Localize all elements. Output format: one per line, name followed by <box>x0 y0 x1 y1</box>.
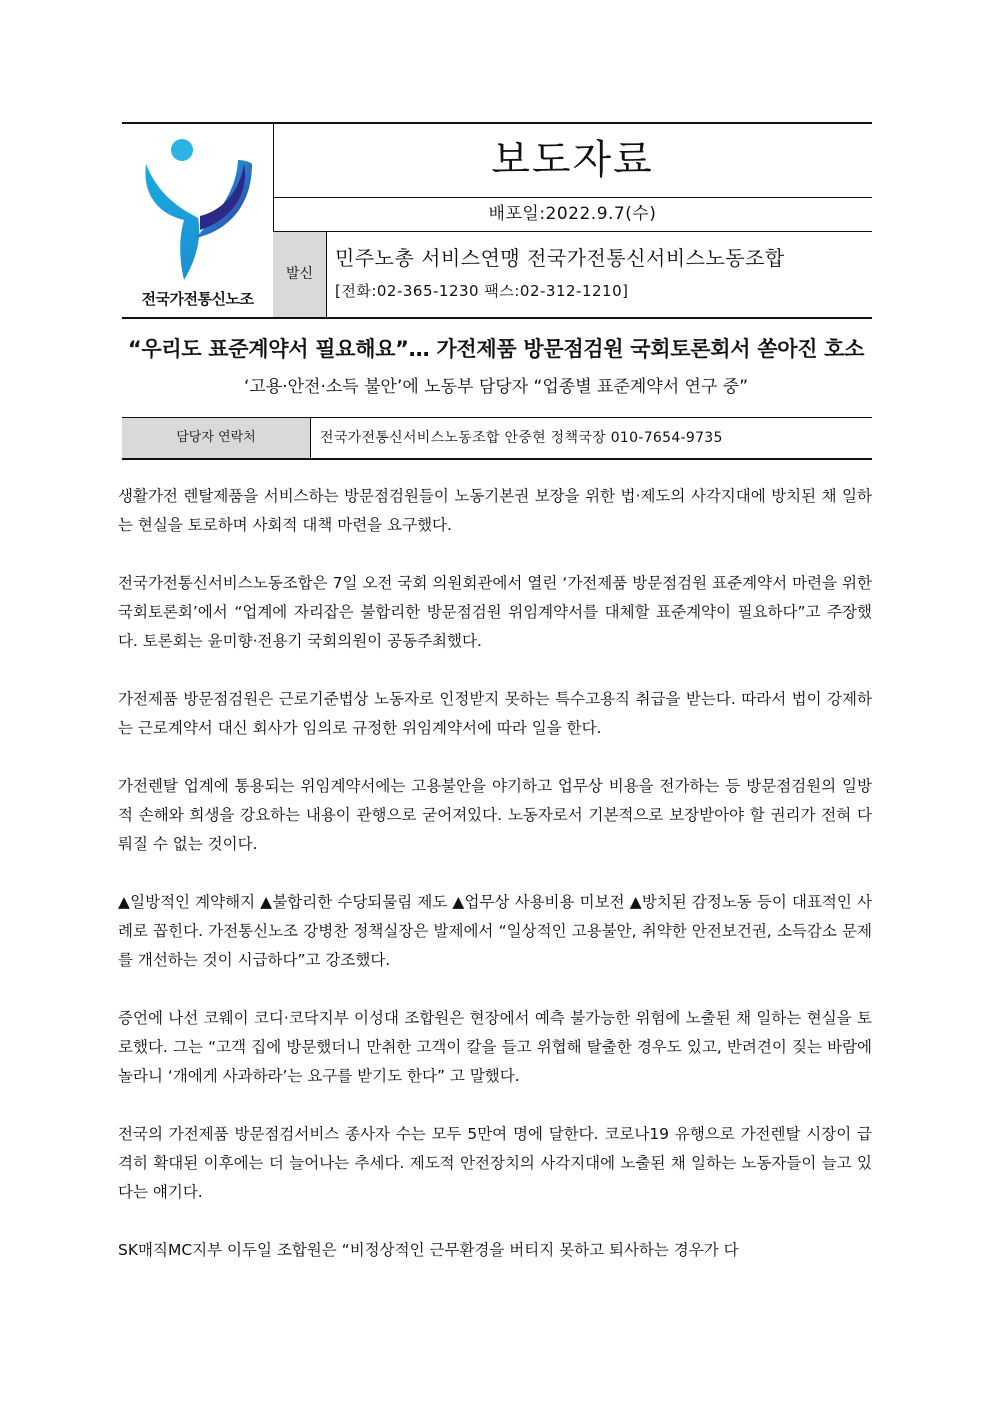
logo-cell <box>122 124 274 317</box>
paragraph: 가전제품 방문점검원은 근로기준법상 노동자로 인정받지 못하는 특수고용직 취급을 받는다. 따라서 법이 강제하는 근로계약서 대신 회사가 임의로 규정한 위임계약서에 따라 일을 한다. <box>118 690 872 737</box>
paragraph: 전국가전통신서비스노동조합은 7일 오전 국회 의원회관에서 열린 ‘가전제품 방문점검원 표준계약서 마련을 위한 국회토론회’에서 “업계에 자리잡은 불합리한 방문점검원 위임계약서를 대체할 표준계약이 필요하다”고 주장했다. 토론회는 윤미향·전용기 국회의원이 공동주최했다. <box>118 574 872 650</box>
paragraph: 증언에 나선 코웨이 코디·코닥지부 이성대 조합원은 현장에서 예측 불가능한 위험에 노출된 채 일하는 현실을 토로했다. 그는 “고객 집에 방문했더니 만취한 고객이 칼을 들고 위협해 탈출한 경우도 있고, 반려견이 짖는 바람에 놀라니 ‘개에게 사과하라’는 요구를 받기도 한다” 고 말했다. <box>118 1009 872 1085</box>
subheadline: ‘고용·안전·소득 불안’에 노동부 담당자 “업종별 표준계약서 연구 중” <box>243 377 749 397</box>
sender-name: 민주노총 서비스연맹 전국가전통신서비스노동조합 <box>335 246 785 270</box>
paragraph: 생활가전 렌탈제품을 서비스하는 방문점검원들이 노동기본권 보장을 위한 법·제도의 사각지대에 방치된 채 일하는 현실을 토로하며 사회적 대책 마련을 요구했다. <box>118 487 872 534</box>
paragraph: ▲일방적인 계약해지 ▲불합리한 수당되물림 제도 ▲업무상 사용비용 미보전 ▲방치된 감정노동 등이 대표적인 사례로 꼽힌다. 가전통신노조 강병찬 정책실장은 발제에서 “일상적인 고용불안, 취약한 안전보건권, 소득감소 문제를 개선하는 것이 시급하다”고 강조했다. <box>118 893 872 969</box>
sender-label-cell <box>273 232 327 317</box>
sender-label: 발신 <box>285 266 314 282</box>
sender-contact: [전화:02-365-1230 팩스:02-312-1210] <box>335 282 629 300</box>
release-date: 배포일:2022.9.7(수) <box>488 204 657 224</box>
contact-label-cell <box>122 418 311 458</box>
contact-value: 전국가전통신서비스노동조합 안중현 정책국장 010-7654-9735 <box>320 430 723 446</box>
union-logo-icon <box>140 134 256 284</box>
article-body <box>118 482 872 1294</box>
date-cell <box>273 198 872 232</box>
title-cell <box>273 124 872 198</box>
paragraph: SK매직MC지부 이두일 조합원은 “비정상적인 근무환경을 버티지 못하고 퇴사하는 경우가 다 <box>118 1241 739 1259</box>
paragraph: 가전렌탈 업계에 통용되는 위임계약서에는 고용불안을 야기하고 업무상 비용을 전가하는 등 방문점검원의 일방적 손해와 희생을 강요하는 내용이 관행으로 굳어져있다. 노동자로서 기본적으로 보장받아야 할 권리가 전혀 다뤄질 수 없는 것이다. <box>118 777 872 853</box>
logo-text: 전국가전통신노조 <box>141 290 254 308</box>
document-title: 보도자료 <box>491 137 654 183</box>
paragraph: 전국의 가전제품 방문점검서비스 종사자 수는 모두 5만여 명에 달한다. 코로나19 유행으로 가전렌탈 시장이 급격히 확대된 이후에는 더 늘어나는 추세다. 제도적 안전장치의 사각지대에 노출된 채 일하는 노동자들이 늘고 있다는 얘기다. <box>118 1125 872 1201</box>
headline: “우리도 표준계약서 필요해요”… 가전제품 방문점검원 국회토론회서 쏟아진 호소 <box>127 337 865 361</box>
header-table <box>122 122 872 319</box>
contact-label: 담당자 연락처 <box>176 430 256 445</box>
contact-row <box>122 417 872 460</box>
